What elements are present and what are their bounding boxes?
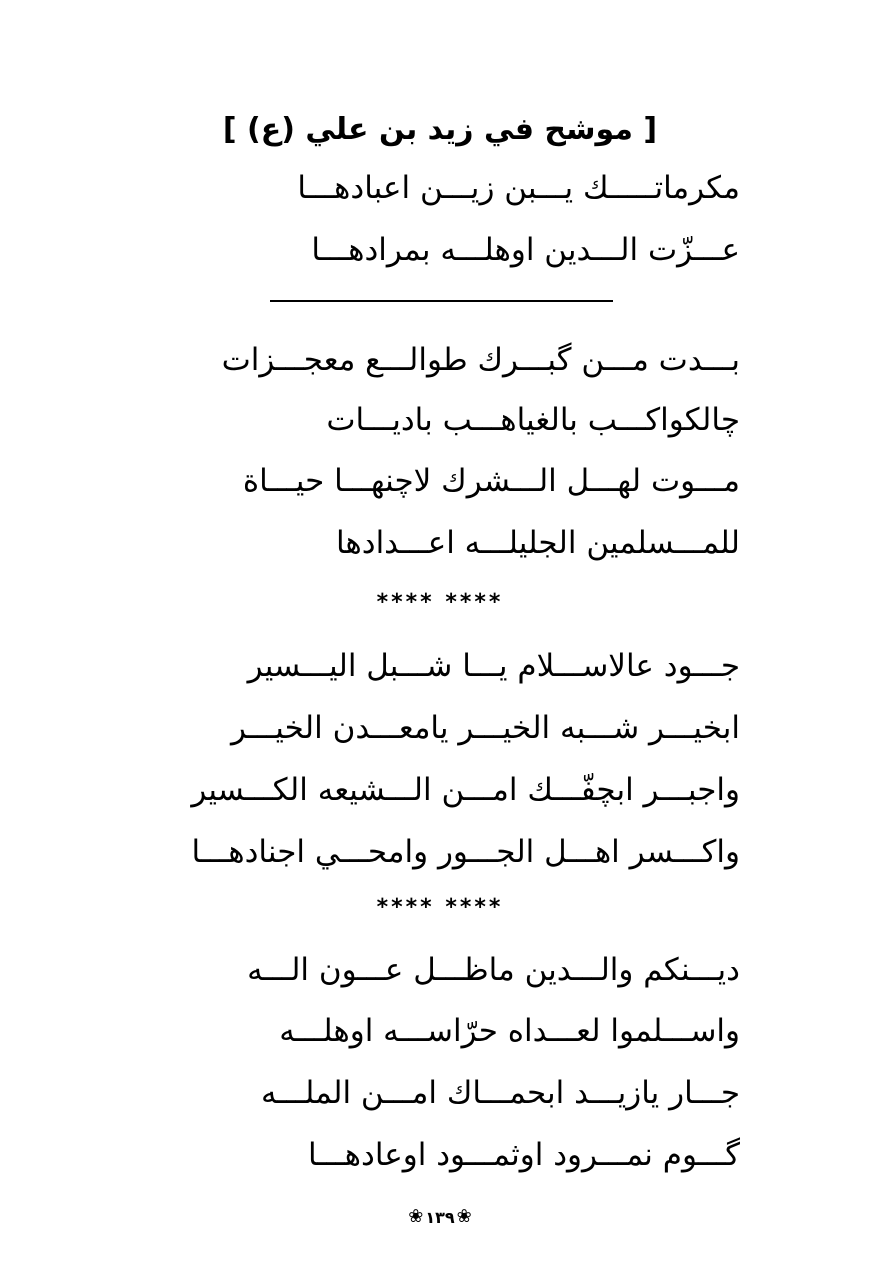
poem-line: بـــدت مـــن گبـــرك طوالـــع معجـــزات xyxy=(221,342,740,378)
poem-line: ديـــنكم والـــدين ماظـــل عـــون الـــه xyxy=(247,952,740,988)
ornament-right-icon: ❀ xyxy=(456,1206,472,1227)
ornament-left-icon: ❀ xyxy=(408,1206,424,1227)
stanza-separator: **** **** xyxy=(376,895,504,920)
page-number-ornament xyxy=(404,1200,476,1234)
poem-line: واجبـــر ابچفّـــك امـــن الـــشيعه الكـــسير xyxy=(191,772,740,808)
poem-line: عـــزّت الـــدين اوهلـــه بمرادهـــا xyxy=(311,232,740,268)
poem-line: چالكواكـــب بالغياهـــب باديـــات xyxy=(326,402,740,438)
poem-line: مـــوت لهـــل الـــشرك لاچنهـــا حيـــاة xyxy=(242,463,740,499)
poem-line: جـــار يازيـــد ابحمـــاك امـــن الملـــه xyxy=(260,1075,740,1111)
poem-title: [ موشح في زيد بن علي (ع) ] xyxy=(222,112,658,147)
poem-line: واكـــسر اهـــل الجـــور وامحـــي اجنادهـــا xyxy=(191,834,740,870)
stanza-separator: **** **** xyxy=(376,590,504,615)
poem-line: گـــوم نمـــرود اوثمـــود اوعادهـــا xyxy=(307,1137,740,1173)
horizontal-rule xyxy=(270,300,613,302)
poem-line: ابخيـــر شـــبه الخيـــر يامعـــدن الخيـــر xyxy=(230,710,740,746)
poem-line: مكرماتـــــك يـــبن زيـــن اعبادهـــا xyxy=(297,170,740,206)
poem-line: للمـــسلمين الجليلـــه اعـــدادها xyxy=(335,525,740,561)
poem-line: جـــود عالاســـلام يـــا شـــبل اليـــسير xyxy=(247,648,740,684)
poem-line: واســـلموا لعـــداه حرّاســـه اوهلـــه xyxy=(279,1013,740,1049)
page-number: ١٣٩ xyxy=(425,1207,455,1227)
